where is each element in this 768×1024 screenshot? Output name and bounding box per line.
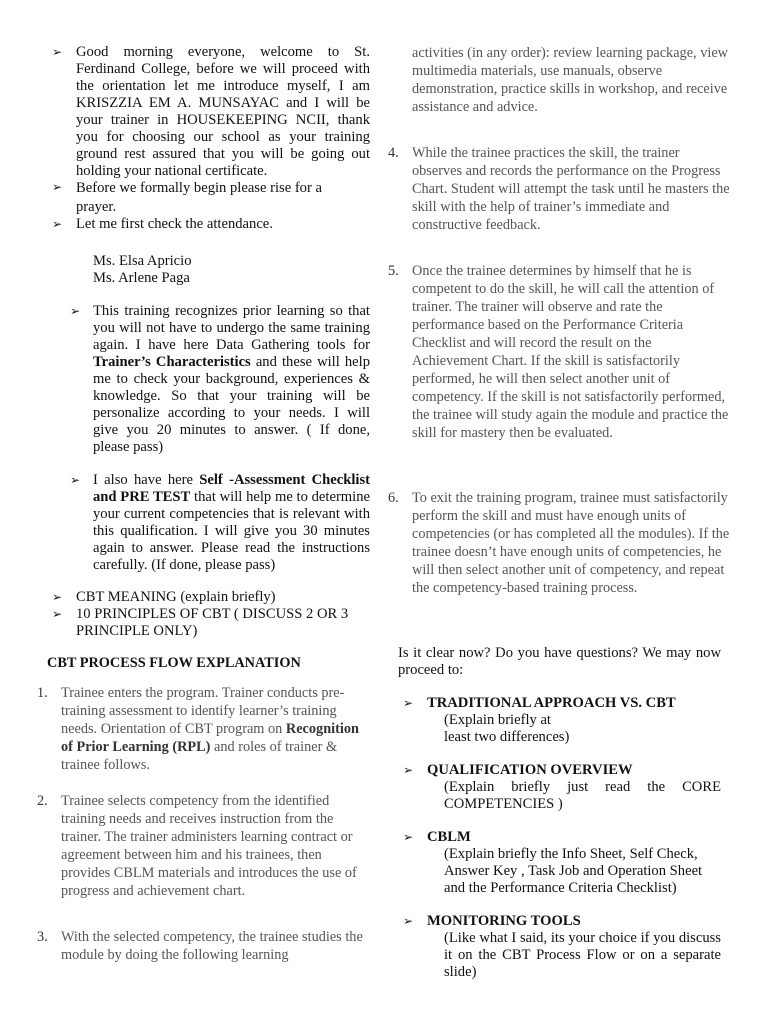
attendance-name: Ms. Elsa Apricio bbox=[93, 253, 192, 269]
attendance-name: Ms. Arlene Paga bbox=[93, 270, 190, 286]
topic-description: (Like what I said, its your choice if you discuss it on the CBT Process Flow or on a separate slide) bbox=[444, 930, 721, 980]
arrow-bullet-icon: ➢ bbox=[70, 304, 81, 318]
self-assessment-paragraph: I also have here Self -Assessment Checklist and PRE TEST that will help me to determine your current competencies that is relevant with this qualification. I will give you 30 minutes again to answer. Please read the instructions carefully. (If done, please pass) bbox=[93, 472, 370, 573]
step-number: 6. bbox=[388, 490, 399, 506]
topic-description: (Explain briefly the Info Sheet, Self Check, Answer Key , Task Job and Operation Sheet and the Performance Criteria Checklist) bbox=[444, 846, 703, 896]
step-2-text: Trainee selects competency from the identified training needs and receives instruction from the trainer. The trainer administers learning contract or agreement between him and his trainees, then provides CBLM materials and introduces the use of progress and achievement chart. bbox=[61, 793, 357, 899]
arrow-bullet-icon: ➢ bbox=[403, 914, 414, 928]
question-text: Is it clear now? Do you have questions? We may now proceed to: bbox=[398, 645, 721, 678]
topic-title: TRADITIONAL APPROACH VS. CBT bbox=[427, 695, 676, 711]
arrow-bullet-icon: ➢ bbox=[403, 830, 414, 844]
arrow-bullet-icon: ➢ bbox=[403, 763, 414, 777]
arrow-bullet-icon: ➢ bbox=[52, 180, 63, 194]
topic-description: (Explain briefly at least two differences) bbox=[444, 712, 570, 745]
rpl-bold: Recognition of Prior Learning (RPL) bbox=[61, 721, 359, 755]
step-number: 4. bbox=[388, 145, 399, 161]
greeting-text: Good morning everyone, welcome to St. Ferdinand College, before we will proceed with the orientation let me introduce myself, I am KRISZZIA EM A. MUNSAYAC and I will be your trainer in HOUSEKEEPING NCII, thank you for choosing our school as your training ground rest assured that you will be going out holding your national certificate. bbox=[76, 44, 370, 179]
principles-text: 10 PRINCIPLES OF CBT ( DISCUSS 2 OR 3 PRINCIPLE ONLY) bbox=[76, 606, 349, 639]
step-3-text: With the selected competency, the trainee studies the module by doing the following learning bbox=[61, 929, 363, 963]
step-5-text: Once the trainee determines by himself that he is competent to do the skill, he will call the attention of trainer. The trainer will observe and rate the performance based on the Performance Criteria Checklist and will record the result on the Achievement Chart. If the skill is satisfactorily performed, he will then select another unit of competency. If the skill is not satisfactorily performed, the trainee will study again the module and practice the skill for mastery then be evaluated. bbox=[412, 263, 729, 441]
arrow-bullet-icon: ➢ bbox=[52, 217, 63, 231]
step-6-text: To exit the training program, trainee must satisfactorily perform the skill and must have enough units of competencies (or has completed all the modules). If the trainee doesn’t have enough units of competencies, he will then select another unit of competency, and repeat the competency-based training process. bbox=[412, 490, 730, 596]
step-number: 5. bbox=[388, 263, 399, 279]
arrow-bullet-icon: ➢ bbox=[52, 590, 63, 604]
step-number: 3. bbox=[37, 929, 48, 945]
arrow-bullet-icon: ➢ bbox=[52, 607, 63, 621]
prayer-text: Before we formally begin please rise for a prayer. bbox=[76, 180, 322, 215]
topic-title: QUALIFICATION OVERVIEW bbox=[427, 762, 633, 778]
arrow-bullet-icon: ➢ bbox=[52, 45, 63, 59]
process-flow-heading: CBT PROCESS FLOW EXPLANATION bbox=[47, 655, 301, 671]
attendance-text: Let me first check the attendance. bbox=[76, 216, 273, 232]
cbt-meaning-text: CBT MEANING (explain briefly) bbox=[76, 589, 276, 605]
trainer-characteristics-bold: Trainer’s Characteristics bbox=[93, 354, 251, 370]
topic-title: CBLM bbox=[427, 829, 471, 845]
rpl-paragraph: This training recognizes prior learning so that you will not have to undergo the same training again. I have here Data Gathering tools for Trainer’s Characteristics and these will help me to check your background, experiences & knowledge. So that your training will be personalize according to your needs. I will give you 20 minutes to answer. ( If done, please pass) bbox=[93, 303, 370, 455]
topic-title: MONITORING TOOLS bbox=[427, 913, 581, 929]
self-assessment-bold: Self -Assessment Checklist and PRE TEST bbox=[93, 472, 370, 505]
step-3-continued-text: activities (in any order): review learning package, view multimedia materials, use manuals, observe demonstration, practice skills in workshop, and receive assistance and advice. bbox=[412, 45, 728, 115]
step-4-text: While the trainee practices the skill, the trainer observes and records the performance on the Progress Chart. Student will attempt the task until he masters the skill with the help of trainer’s immediate and constructive feedback. bbox=[412, 145, 730, 233]
arrow-bullet-icon: ➢ bbox=[70, 473, 81, 487]
step-1-text: Trainee enters the program. Trainer conducts pre-training assessment to identify learner’s training needs. Orientation of CBT program on Recognition of Prior Learning (RPL) and roles of trainer & trainee follows. bbox=[61, 685, 359, 773]
topic-description: (Explain briefly just read the CORE COMPETENCIES ) bbox=[444, 779, 721, 812]
arrow-bullet-icon: ➢ bbox=[403, 696, 414, 710]
step-number: 2. bbox=[37, 793, 48, 809]
step-number: 1. bbox=[37, 685, 48, 701]
